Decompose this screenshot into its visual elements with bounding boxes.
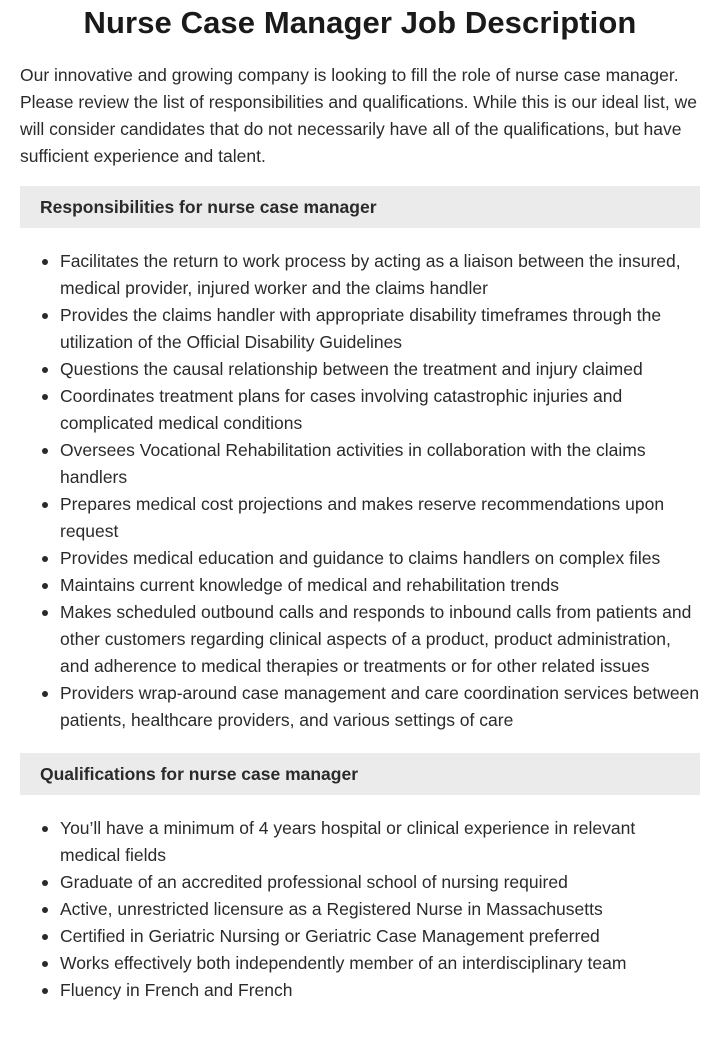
list-item: You’ll have a minimum of 4 years hospital or clinical experience in relevant medical fields: [60, 815, 700, 869]
list-item: Certified in Geriatric Nursing or Geriatric Case Management preferred: [60, 923, 700, 950]
list-item: Makes scheduled outbound calls and responds to inbound calls from patients and other customers regarding clinical aspects of a product, product administration, and adherence to medical therapies or treatments or for other related issues: [60, 599, 700, 680]
list-item: Coordinates treatment plans for cases involving catastrophic injuries and complicated medical conditions: [60, 383, 700, 437]
list-item: Provides medical education and guidance to claims handlers on complex files: [60, 545, 700, 572]
list-item: Fluency in French and French: [60, 977, 700, 1004]
responsibilities-heading: Responsibilities for nurse case manager: [20, 186, 700, 228]
list-item: Facilitates the return to work process by acting as a liaison between the insured, medical provider, injured worker and the claims handler: [60, 248, 700, 302]
list-item: Provides the claims handler with appropriate disability timeframes through the utilization of the Official Disability Guidelines: [60, 302, 700, 356]
list-item: Active, unrestricted licensure as a Registered Nurse in Massachusetts: [60, 896, 700, 923]
qualifications-heading: Qualifications for nurse case manager: [20, 753, 700, 795]
list-item: Prepares medical cost projections and makes reserve recommendations upon request: [60, 491, 700, 545]
page-title: Nurse Case Manager Job Description: [83, 5, 637, 40]
list-item: Questions the causal relationship between the treatment and injury claimed: [60, 356, 700, 383]
list-item: Maintains current knowledge of medical and rehabilitation trends: [60, 572, 700, 599]
responsibilities-list: [20, 248, 700, 734]
qualifications-list: [20, 815, 700, 1004]
intro-paragraph: Our innovative and growing company is looking to fill the role of nurse case manager. Please review the list of responsibilities and qualifications. While this is our ideal list, we will consider candidates that do not necessarily have all of the qualifications, but have sufficient experience and talent.: [20, 65, 697, 166]
list-item: Graduate of an accredited professional school of nursing required: [60, 869, 700, 896]
list-item: Works effectively both independently member of an interdisciplinary team: [60, 950, 700, 977]
list-item: Providers wrap-around case management and care coordination services between patients, healthcare providers, and various settings of care: [60, 680, 700, 734]
list-item: Oversees Vocational Rehabilitation activities in collaboration with the claims handlers: [60, 437, 700, 491]
